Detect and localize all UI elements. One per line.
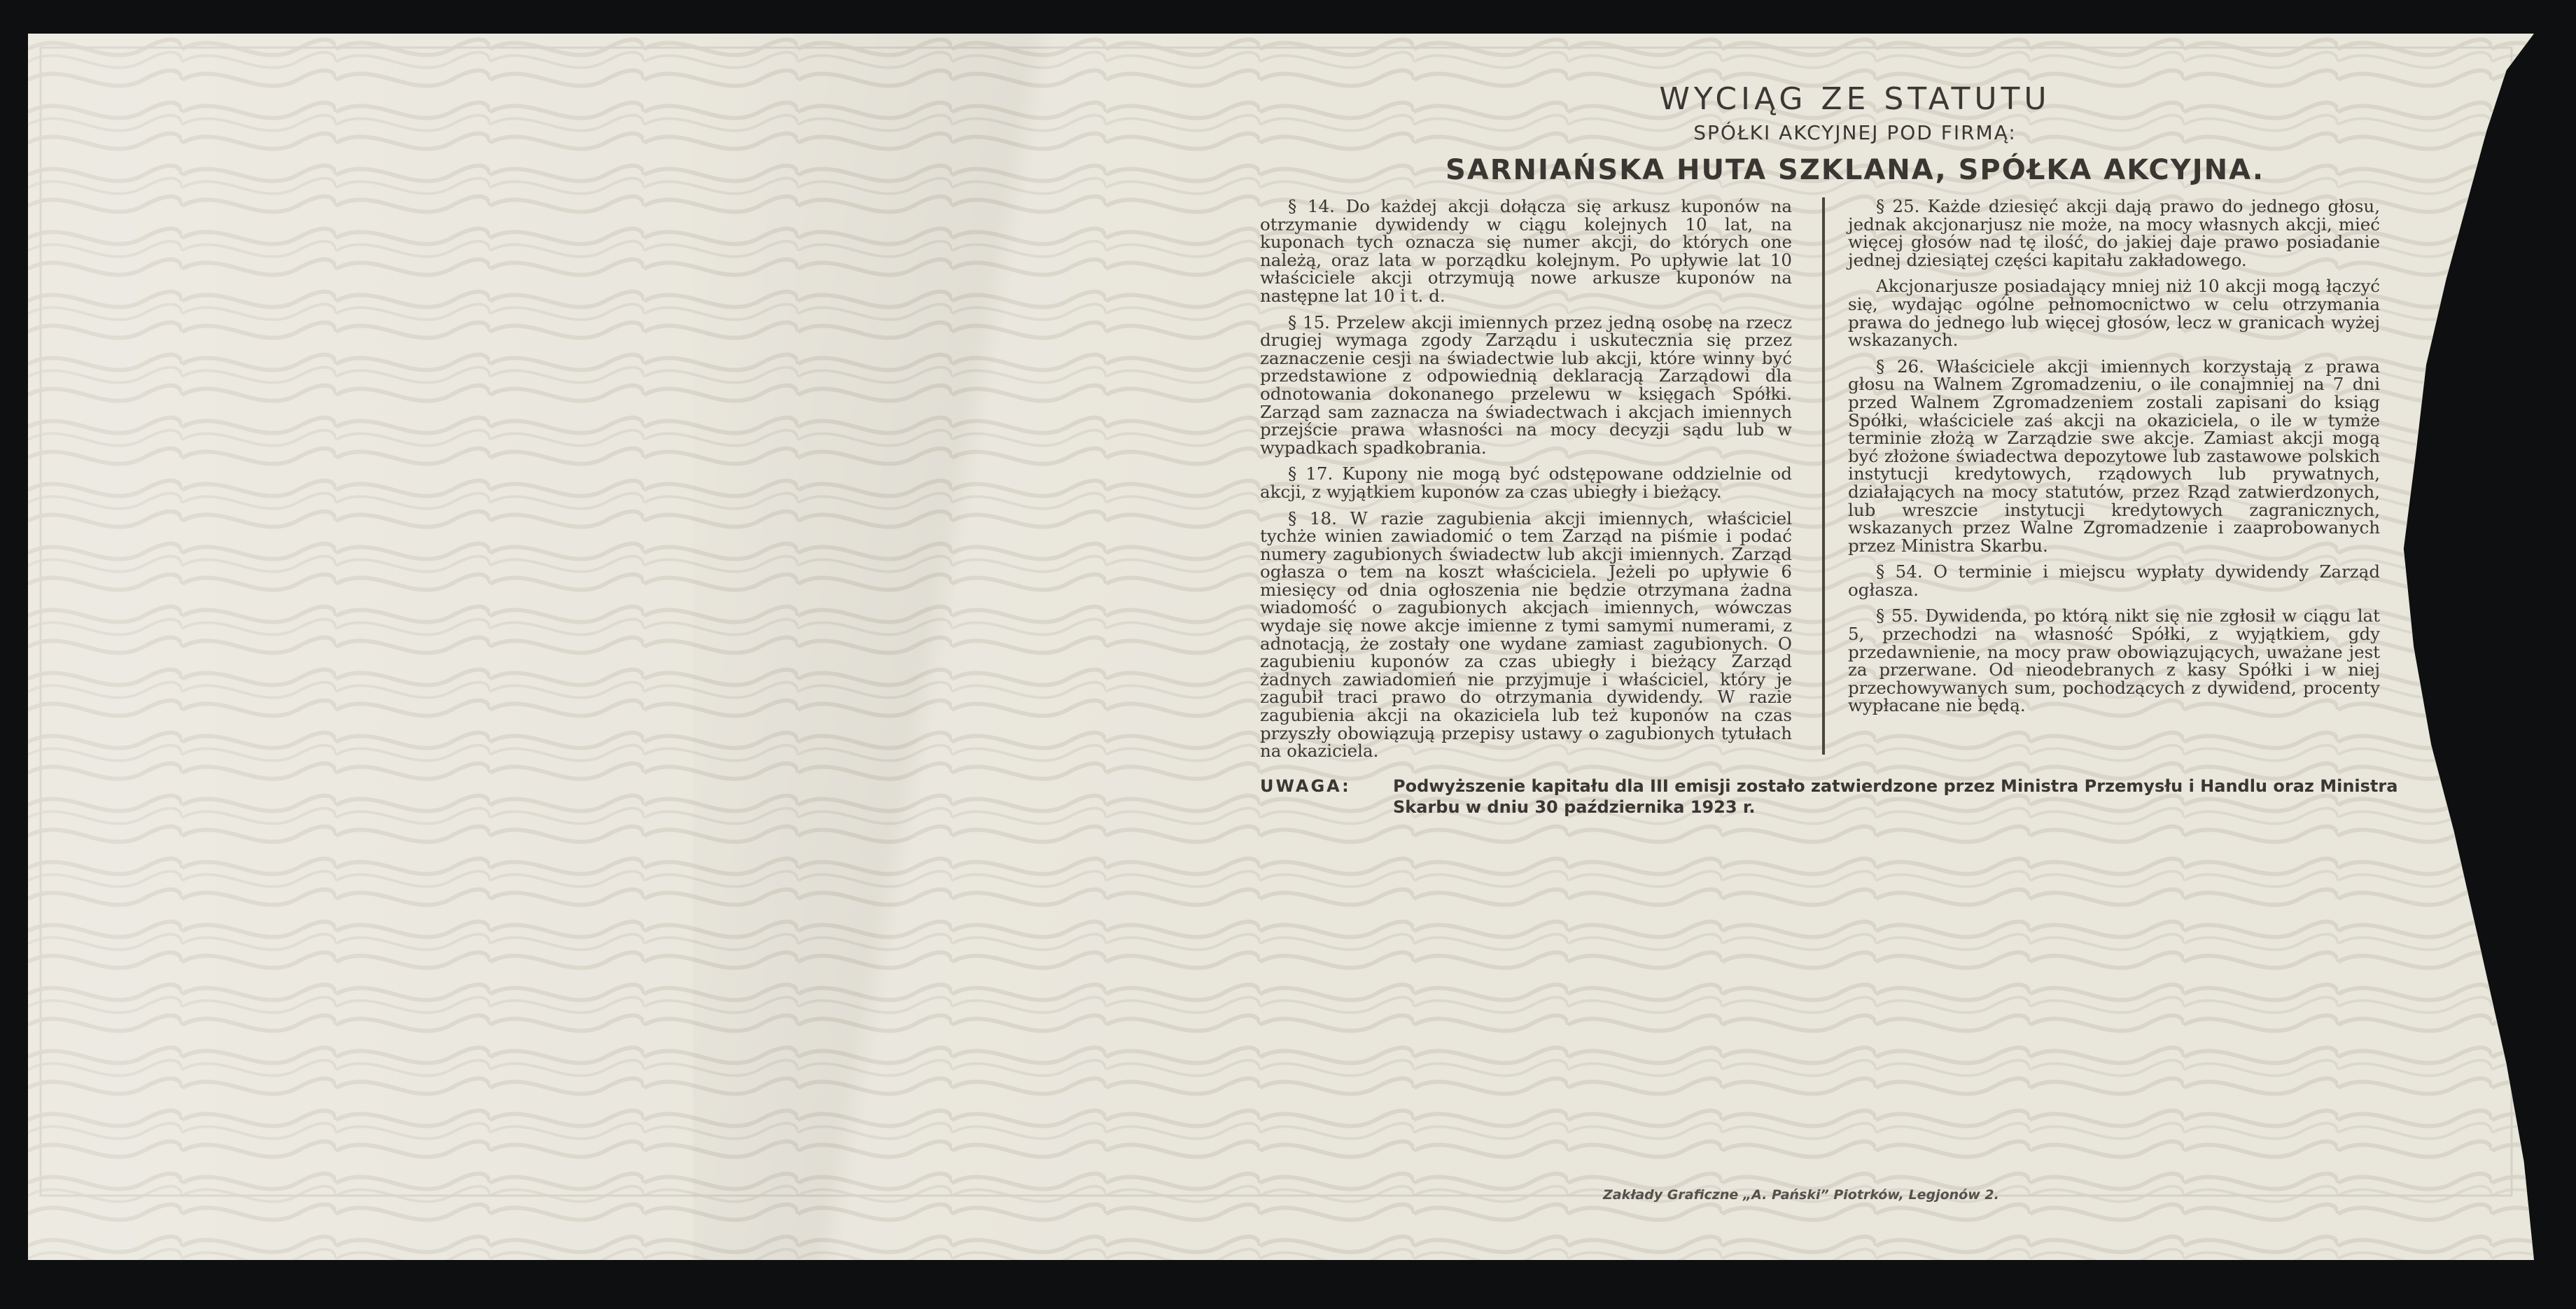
document-title: WYCIĄG ZE STATUTU	[1659, 81, 2051, 117]
company-name: SARNIAŃSKA HUTA SZKLANA, SPÓŁKA AKCYJNA.	[1445, 154, 2265, 186]
paragraph-25: § 25. Każde dziesięć akcji dają prawo do jednego głosu, jednak akcjonarjusz nie może, na mocy własnych akcji, mieć więcej głosów nad tę ilość, do jakiej daje prawo posiadanie jednej dziesiątej części kapitału zakładowego.	[1848, 196, 2380, 270]
statute-columns	[1260, 197, 2422, 769]
column-divider	[1822, 197, 1825, 755]
paragraph-25-continued: Akcjonarjusze posiadający mniej niż 10 akcji mogą łączyć się, wydając ogólne pełnomocnictwo w celu otrzymania prawa do jednego lub więcej głosów, lecz w granicach wyżej wskazanych.	[1848, 276, 2380, 351]
document-subtitle: SPÓŁKI AKCYJNEJ POD FIRMĄ:	[1693, 121, 2017, 144]
paragraph-26: § 26. Właściciele akcji imiennych korzystają z prawa głosu na Walnem Zgromadzeniu, o ile conajmniej na 7 dni przed Walnem Zgromadzeniem zostali zapisani do ksiąg Spółki, właściciele zaś akcji na okaziciela, o ile w tymże terminie złożą w Zarządzie swe akcje. Zamiast akcji mogą być złożone świadectwa depozytowe lub zastawowe polskich instytucji kredytowych, rządowych lub prywatnych, działających na mocy statutów, przez Rząd zatwierdzonych, lub wreszcie instytucji kredytowych zagranicznych, wskazanych przez Walne Zgromadzenie i zaaprobowanych przez Ministra Skarbu.	[1848, 356, 2380, 556]
paragraph-55: § 55. Dywidenda, po którą nikt się nie zgłosił w ciągu lat 5, przechodzi na własność Spółki, z wyjątkiem, gdy przedawnienie, na mocy praw obowiązujących, uważane jest za przerwane. Od nieodebranych z kasy Spółki i w niej przechowywanych sum, pochodzących z dywidend, procenty wypłacane nie będą.	[1848, 606, 2380, 716]
paper-fold	[693, 34, 1176, 1260]
statute-extract	[1260, 49, 2422, 818]
paragraph-18: § 18. W razie zagubienia akcji imiennych, właściciel tychże winien zawiadomić o tem Zarząd na piśmie i podać numery zagubionych świadectw lub akcji imiennych. Zarząd ogłasza o tem na koszt właściciela. Jeżeli po upływie 6 miesięcy od dnia ogłoszenia nie będzie otrzymana żadna wiadomość o zagubionych akcjach imiennych, wówczas wydaje się nowe akcje imienne z tymi samymi numerami, z adnotacją, że zostały one wydane zamiast zagubionych. O zagubieniu kuponów za czas ubiegły i bieżący Zarząd żadnych zawiadomień nie przyjmuje i właściciel, który je zagubił traci prawo do otrzymania dywidendy. W razie zagubienia akcji na okaziciela lub też kuponów na czas przyszły obowiązują przepisy ustawy o zagubionych tytułach na okaziciela.	[1260, 507, 1792, 762]
paragraph-17: § 17. Kupony nie mogą być odstępowane oddzielnie od akcji, z wyjątkiem kuponów za czas ubiegły i bieżący.	[1260, 463, 1792, 502]
note	[1260, 776, 2422, 818]
paragraph-14: § 14. Do każdej akcji dołącza się arkusz kuponów na otrzymanie dywidendy w ciągu kolejnych 10 lat, na kuponach tych oznacza się numer akcji, do których one należą, oraz lata w porządku kolejnym. Po upływie lat 10 właściciele akcji otrzymują nowe arkusze kuponów na następne lat 10 i t. d.	[1260, 196, 1792, 306]
note-text: Podwyższenie kapitału dla III emisji zostało zatwierdzone przez Ministra Przemysłu i Handlu oraz Ministra Skarbu w dniu 30 października 1923 r.	[1393, 776, 2398, 817]
note-label: UWAGA:	[1260, 776, 1351, 796]
printer-imprint: Zakłady Graficzne „A. Pański” Piotrków, Legjonów 2.	[1603, 1187, 1999, 1203]
right-column	[1848, 197, 2380, 769]
paragraph-15: § 15. Przelew akcji imiennych przez jedną osobę na rzecz drugiej wymaga zgody Zarządu i uskutecznia się przez zaznaczenie cesji na świadectwie lub akcji, które winny być przedstawione z odpowiednią deklaracją Zarządowi dla odnotowania dokonanego przelewu w księgach Spółki. Zarząd sam zaznacza na świadectwach i akcjach imiennych przejście prawa własności na mocy decyzji sądu lub w wypadkach spadkobrania.	[1260, 312, 1792, 458]
paragraph-54: § 54. O terminie i miejscu wypłaty dywidendy Zarząd ogłasza.	[1848, 561, 2380, 600]
left-column	[1260, 197, 1792, 769]
